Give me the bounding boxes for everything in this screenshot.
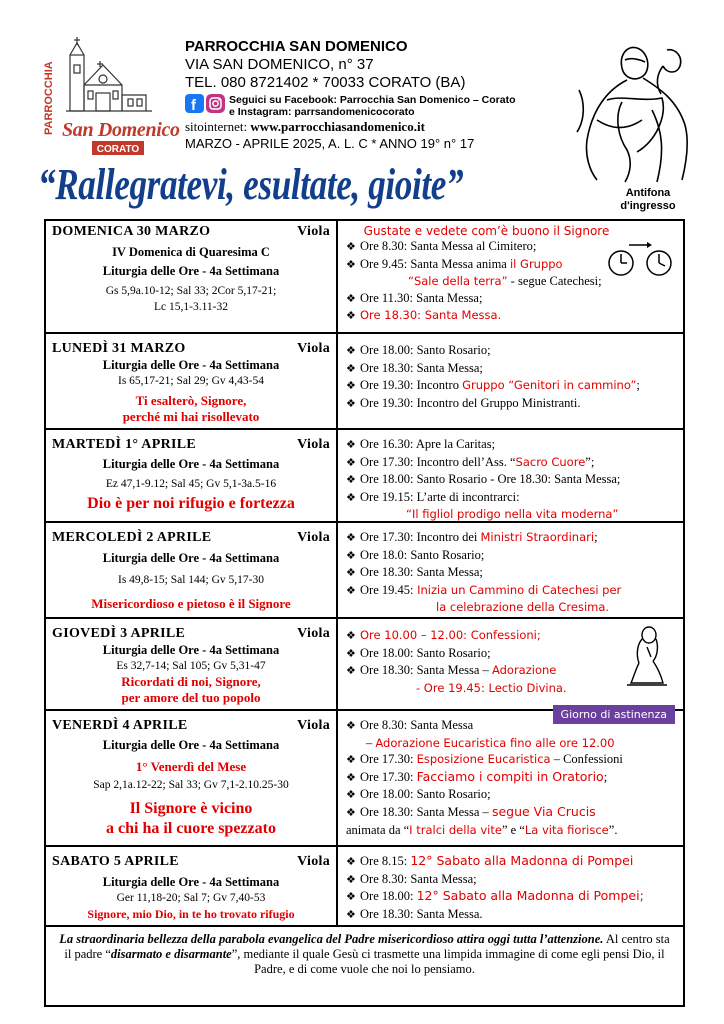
event-line: ❖ Ore 18.30: Santa Messa; bbox=[346, 360, 483, 375]
parish-name: PARROCCHIA SAN DOMENICO bbox=[185, 38, 408, 55]
day-row bbox=[46, 430, 683, 523]
event-line: ❖ Ore 17.30: Facciamo i compiti in Oratorio; bbox=[346, 768, 608, 784]
event-line: ❖ Ore 17.30: Incontro dei Ministri Straordinari; bbox=[346, 530, 598, 544]
day-events bbox=[338, 708, 683, 845]
svg-text:f: f bbox=[191, 97, 196, 113]
liturgical-color: Viola bbox=[297, 626, 330, 641]
day-line: perché mi hai risollevato bbox=[122, 409, 260, 424]
event-line: ❖ Ore 11.30: Santa Messa; bbox=[346, 290, 483, 305]
day-line: Signore, mio Dio, in te ho trovato rifugio bbox=[87, 907, 295, 921]
event-line: - Ore 19.45: Lectio Divina. bbox=[416, 680, 567, 695]
day-info bbox=[46, 334, 338, 428]
event-line: ❖ Ore 19.30: Incontro del Gruppo Ministranti. bbox=[346, 395, 581, 410]
event-line: ❖ Ore 19.30: Incontro Gruppo “Genitori in cammino”; bbox=[346, 378, 640, 393]
event-line: ❖ Ore 18.00: Santo Rosario; bbox=[346, 645, 491, 660]
event-line: – Adorazione Eucaristica fino alle ore 12.00 bbox=[366, 735, 615, 750]
day-line: IV Domenica di Quaresima C bbox=[112, 245, 270, 259]
day-name: GIOVEDÌ 3 APRILE bbox=[52, 626, 186, 641]
event-line: ❖ Ore 8.15: 12° Sabato alla Madonna di Pompei bbox=[346, 853, 634, 868]
day-line: Lc 15,1-3.11-32 bbox=[154, 301, 228, 313]
day-line: Ti esalterò, Signore, bbox=[135, 393, 247, 408]
event-line: “Il figliol prodigo nella vita moderna” bbox=[406, 507, 619, 522]
event-line: ❖ Ore 18.30: Santa Messa. bbox=[346, 308, 502, 323]
day-line: Liturgia delle Ore - 4a Settimana bbox=[102, 358, 280, 372]
event-line: ❖ Ore 18.30: Santa Messa – segue Via Crucis bbox=[346, 803, 596, 819]
logo-vertical-text: PARROCCHIA bbox=[43, 61, 55, 135]
event-line: ❖ Ore 17.30: Esposizione Eucaristica – Confessioni bbox=[346, 752, 623, 767]
day-line: Liturgia delle Ore - 4a Settimana bbox=[102, 551, 280, 565]
day-info bbox=[46, 711, 338, 845]
reflection-text: ”, mediante il quale Gesù ci trasmette una limpida immagine di come egli pensi Dio, il Padre, e di come vuole che noi lo pensiamo. bbox=[231, 947, 665, 976]
logo-name-text: San Domenico bbox=[62, 119, 180, 141]
event-line: ❖ Ore 9.45: Santa Messa anima il Gruppo bbox=[346, 256, 563, 271]
event-line: ❖ Ore 19.15: L’arte di incontrarci: bbox=[346, 489, 520, 504]
day-events bbox=[338, 619, 683, 709]
event-line: ❖ Ore 19.45: Inizia un Cammino di Catechesi per bbox=[346, 582, 622, 597]
day-line: Il Signore è vicino bbox=[129, 800, 253, 817]
day-antiphon: Gustate e vedete com’è buono il Signore bbox=[363, 224, 610, 238]
day-name: MARTEDÌ 1° APRILE bbox=[52, 437, 196, 452]
day-row bbox=[46, 221, 683, 334]
day-events bbox=[338, 334, 683, 428]
day-row bbox=[46, 708, 683, 847]
day-info bbox=[46, 430, 338, 521]
day-info bbox=[46, 523, 338, 617]
day-line: a chi ha il cuore spezzato bbox=[106, 820, 276, 837]
day-line: Liturgia delle Ore - 4a Settimana bbox=[102, 738, 280, 752]
day-row bbox=[46, 847, 683, 927]
event-line: la celebrazione della Cresima. bbox=[436, 600, 610, 615]
schedule-table bbox=[44, 219, 685, 1007]
parish-logo bbox=[40, 35, 180, 163]
gospel-reflection bbox=[46, 927, 683, 1005]
event-line: ❖ Ore 17.30: Incontro dell’Ass. “Sacro Cuore”; bbox=[346, 454, 595, 469]
day-info bbox=[46, 847, 338, 925]
day-line: Ez 47,1-9.12; Sal 45; Gv 5,1-3a.5-16 bbox=[105, 478, 277, 490]
day-line: Dio è per noi rifugio e fortezza bbox=[87, 495, 295, 512]
day-line: Ricordati di noi, Signore, bbox=[121, 674, 261, 689]
day-name: VENERDÌ 4 APRILE bbox=[52, 718, 188, 733]
liturgical-color: Viola bbox=[297, 437, 330, 452]
instagram-icon[interactable] bbox=[206, 94, 225, 118]
parish-phone: TEL. 080 8721402 * 70033 CORATO (BA) bbox=[185, 74, 466, 91]
embrace-illustration bbox=[567, 40, 697, 185]
event-line: ❖ Ore 18.30: Santa Messa – Adorazione bbox=[346, 663, 557, 678]
event-line: ❖ Ore 18.30: Santa Messa. bbox=[346, 906, 483, 921]
event-line: ❖ Ore 16.30: Apre la Caritas; bbox=[346, 437, 496, 451]
instagram-text: e Instagram: parrsandomenicocorato bbox=[229, 106, 415, 118]
day-line: Gs 5,9a.10-12; Sal 33; 2Cor 5,17-21; bbox=[105, 285, 277, 297]
event-line: ❖ Ore 8.30: Santa Messa bbox=[346, 718, 474, 732]
day-line: Sap 2,1a.12-22; Sal 33; Gv 7,1-2.10.25-30 bbox=[93, 779, 289, 791]
logo-city-text: CORATO bbox=[96, 144, 140, 155]
day-line: Es 32,7-14; Sal 105; Gv 5,31-47 bbox=[116, 660, 266, 672]
event-line: ❖ Ore 18.00: 12° Sabato alla Madonna di Pompei; bbox=[346, 888, 644, 904]
liturgical-color: Viola bbox=[297, 224, 330, 239]
day-line: Ger 11,18-20; Sal 7; Gv 7,40-53 bbox=[116, 892, 266, 904]
facebook-text: Seguici su Facebook: Parrocchia San Domenico – Corato bbox=[229, 94, 516, 106]
day-line: 1° Venerdì del Mese bbox=[135, 759, 247, 774]
day-info bbox=[46, 221, 338, 332]
parish-address: VIA SAN DOMENICO, n° 37 bbox=[185, 56, 374, 73]
event-line: animata da “I tralci della vite” e “La vita fiorisce”. bbox=[346, 822, 618, 837]
reflection-emphasis: disarmato e disarmante bbox=[110, 947, 232, 961]
event-line: ❖ Ore 18.00: Santo Rosario; bbox=[346, 343, 491, 357]
antifona-label: Antifona d'ingresso bbox=[620, 187, 676, 212]
reflection-text: Al centro sta il padre “ bbox=[64, 932, 670, 961]
liturgical-color: Viola bbox=[297, 854, 330, 869]
clock-change-icon bbox=[607, 239, 675, 284]
event-line: ❖ Ore 18.00: Santo Rosario; bbox=[346, 787, 491, 802]
day-name: MERCOLEDÌ 2 APRILE bbox=[52, 530, 212, 545]
day-line: Liturgia delle Ore - 4a Settimana bbox=[102, 643, 280, 657]
issue-date: MARZO - APRILE 2025, A. L. C * ANNO 19° n° 17 bbox=[185, 136, 475, 151]
day-line: Liturgia delle Ore - 4a Settimana bbox=[102, 264, 280, 278]
site-link[interactable]: www.parrocchiasandomenico.it bbox=[250, 119, 425, 134]
day-name: DOMENICA 30 MARZO bbox=[52, 224, 211, 239]
day-name: SABATO 5 APRILE bbox=[52, 854, 179, 869]
day-line: Liturgia delle Ore - 4a Settimana bbox=[102, 457, 280, 471]
day-line: per amore del tuo popolo bbox=[121, 690, 261, 705]
day-line: Misericordioso e pietoso è il Signore bbox=[91, 596, 291, 611]
event-line: ❖ Ore 10.00 – 12.00: Confessioni; bbox=[346, 628, 541, 642]
liturgical-color: Viola bbox=[297, 530, 330, 545]
facebook-icon[interactable] bbox=[185, 94, 204, 118]
event-line: ❖ Ore 8.30: Santa Messa al Cimitero; bbox=[346, 239, 537, 253]
day-row bbox=[46, 523, 683, 619]
day-line: Is 49,8-15; Sal 144; Gv 5,17-30 bbox=[118, 574, 264, 586]
day-line: Is 65,17-21; Sal 29; Gv 4,43-54 bbox=[118, 375, 264, 387]
reflection-lead: La straordinaria bellezza della parabola evangelica del Padre misericordioso attira oggi tutta l’attenzione. bbox=[59, 932, 604, 946]
site-label: sitointernet: bbox=[185, 119, 251, 134]
liturgical-color: Viola bbox=[297, 718, 330, 733]
header-info bbox=[185, 38, 565, 152]
page-title: “Rallegratevi, esultate, gioite” bbox=[38, 160, 464, 209]
day-events bbox=[338, 430, 683, 521]
event-line: ❖ Ore 8.30: Santa Messa; bbox=[346, 871, 477, 886]
day-row bbox=[46, 334, 683, 430]
day-events bbox=[338, 847, 683, 925]
abstinence-badge: Giorno di astinenza bbox=[553, 705, 675, 724]
event-line: “Sale della terra” - segue Catechesi; bbox=[408, 274, 602, 289]
event-line: ❖ Ore 18.0: Santo Rosario; bbox=[346, 547, 485, 562]
event-line: ❖ Ore 18.30: Santa Messa; bbox=[346, 565, 483, 580]
praying-figure-illustration bbox=[623, 625, 671, 692]
day-events bbox=[338, 221, 683, 332]
day-line: Liturgia delle Ore - 4a Settimana bbox=[102, 875, 280, 889]
day-events bbox=[338, 523, 683, 617]
day-row bbox=[46, 619, 683, 711]
day-info bbox=[46, 619, 338, 709]
event-line: ❖ Ore 18.00: Santo Rosario - Ore 18.30: Santa Messa; bbox=[346, 472, 621, 487]
liturgical-color: Viola bbox=[297, 341, 330, 356]
day-name: LUNEDÌ 31 MARZO bbox=[52, 341, 186, 356]
